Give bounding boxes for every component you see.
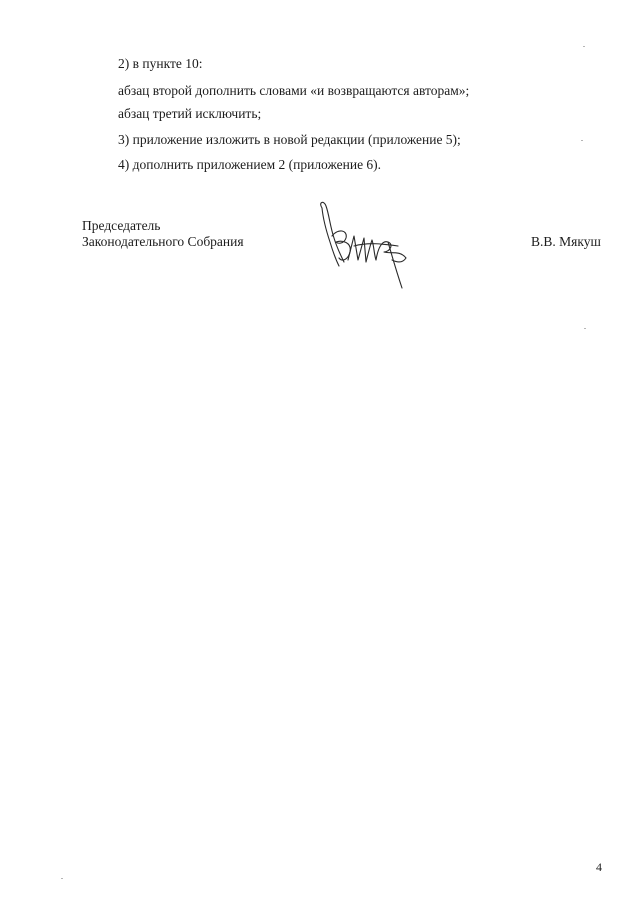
amendment-paragraph-three: абзац третий исключить; <box>118 106 262 121</box>
scan-speck <box>581 140 583 141</box>
signatory-title-line1: Председатель <box>82 218 161 233</box>
amendment-item-3: 3) приложение изложить в новой редакции (приложение 5); <box>118 132 461 147</box>
amendment-item-2: 2) в пункте 10: <box>118 56 203 71</box>
signatory-name: В.В. Мякуш <box>531 234 601 249</box>
amendment-paragraph-two: абзац второй дополнить словами «и возвращаются авторам»; <box>118 83 470 98</box>
scan-speck <box>61 878 63 879</box>
page-number: 4 <box>596 860 602 874</box>
signatory-title-line2: Законодательного Собрания <box>82 234 244 249</box>
amendment-item-4: 4) дополнить приложением 2 (приложение 6). <box>118 157 382 172</box>
scan-speck <box>584 328 586 329</box>
handwritten-signature <box>308 200 418 292</box>
scan-speck <box>583 46 585 47</box>
